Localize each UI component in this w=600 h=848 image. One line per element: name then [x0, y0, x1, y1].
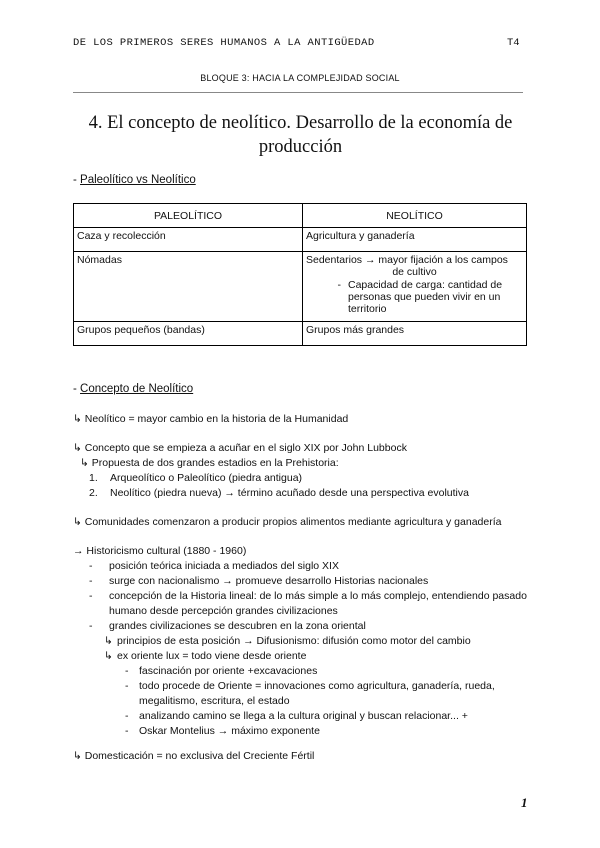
page-title-line-1: 4. El concepto de neolítico. Desarrollo de la economía de: [88, 113, 513, 133]
hook-arrow-icon: ↳: [80, 457, 89, 469]
note-text: Historicismo cultural (1880 - 1960): [86, 545, 247, 557]
list-subsubitem: [89, 724, 529, 739]
list-item-text: grandes civilizaciones se descubren en la zona oriental: [109, 620, 366, 632]
dash-marker: -: [89, 590, 93, 602]
page-number: 1: [521, 795, 528, 810]
list-item: [89, 619, 529, 634]
dash-marker: -: [89, 560, 93, 572]
note-subline: [80, 457, 339, 469]
table-cell: Caza y recolección: [74, 228, 303, 252]
dash-marker: -: [89, 575, 93, 587]
note-text: Propuesta de dos grandes estadios en la Prehistoria:: [91, 457, 339, 469]
list-item-text: analizando camino se llega a la cultura original y buscan relacionar... +: [139, 710, 468, 722]
note-line: [73, 442, 407, 454]
note-text: Concepto que se empieza a acuñar en el siglo XIX por John Lubbock: [84, 442, 407, 454]
section-heading-text: Paleolítico vs Neolítico: [80, 174, 196, 186]
list-item: [89, 589, 529, 619]
table-cell: [303, 252, 527, 322]
note-line: [73, 516, 501, 528]
list-item: [89, 559, 529, 574]
list-subsubitem: [89, 664, 529, 679]
dash-marker: -: [125, 725, 129, 737]
note-line: [73, 750, 314, 762]
section-heading-concept: [73, 383, 193, 395]
dash-marker: -: [125, 665, 129, 677]
hook-arrow-icon: ↳: [73, 516, 82, 528]
table-cell: Grupos pequeños (bandas): [74, 322, 303, 346]
table-row: [74, 252, 527, 322]
note-text: Neolítico = mayor cambio en la historia de la Humanidad: [84, 413, 349, 425]
page-title: [73, 111, 528, 159]
header-divider: [73, 92, 523, 93]
list-subitem: [89, 634, 529, 649]
list-item-text: ex oriente lux = todo viene desde oriente: [117, 650, 307, 662]
list-subsubitem: [89, 679, 529, 709]
section-heading-text: Concepto de Neolítico: [80, 383, 194, 395]
list-item-text: concepción de la Historia lineal: de lo más simple a lo más complejo, entendiendo pasado humano desde percepción grandes civilizaciones: [109, 590, 527, 617]
hook-arrow-icon: ↳: [104, 650, 113, 662]
right-arrow-icon: →: [73, 545, 84, 557]
list-item-text: todo procede de Oriente = innovaciones como agricultura, ganadería, rueda, megalitismo, escritura, el estado: [139, 680, 495, 707]
table-row: [74, 322, 527, 346]
historicism-list: [89, 559, 529, 739]
dash-marker: -: [125, 680, 129, 692]
item-number: 1.: [89, 472, 98, 484]
table-row: [74, 228, 527, 252]
list-subitem: [89, 649, 529, 664]
item-text: Arqueolítico o Paleolítico (piedra antigua): [110, 472, 303, 484]
block-subtitle: BLOQUE 3: HACIA LA COMPLEJIDAD SOCIAL: [200, 73, 400, 83]
list-item-text: surge con nacionalismo → promueve desarrollo Historias nacionales: [109, 575, 429, 587]
table-header-neolitico: NEOLÍTICO: [303, 204, 527, 228]
table-cell: Grupos más grandes: [303, 322, 527, 346]
table-cell: Nómadas: [74, 252, 303, 322]
running-header-code: T4: [507, 37, 520, 49]
list-item-text: posición teórica iniciada a mediados del siglo XIX: [109, 560, 339, 572]
hook-arrow-icon: ↳: [73, 413, 82, 425]
dash-marker: -: [125, 710, 129, 722]
cell-line: de cultivo: [392, 266, 437, 278]
item-number: 2.: [89, 487, 98, 499]
hook-arrow-icon: ↳: [73, 750, 82, 762]
cell-line: Sedentarios → mayor fijación a los campos: [306, 254, 508, 266]
comparison-table: [73, 203, 527, 346]
table-cell: Agricultura y ganadería: [303, 228, 527, 252]
list-item-text: principios de esta posición → Difusionismo: difusión como motor del cambio: [117, 635, 471, 647]
list-subsubitem: [89, 709, 529, 724]
item-text: Neolítico (piedra nueva) → término acuñado desde una perspectiva evolutiva: [110, 487, 469, 499]
list-item-text: Oskar Montelius → máximo exponente: [139, 725, 320, 737]
section-heading-comparison: [73, 174, 196, 186]
dash-marker: -: [337, 279, 341, 291]
note-text: Domesticación = no exclusiva del Creciente Fértil: [84, 750, 315, 762]
section-prefix: -: [73, 383, 81, 395]
dash-marker: -: [89, 620, 93, 632]
table-header-paleolitico: PALEOLÍTICO: [74, 204, 303, 228]
note-text: Comunidades comenzaron a producir propios alimentos mediante agricultura y ganadería: [84, 516, 502, 528]
numbered-item: [89, 487, 469, 499]
list-item: [89, 574, 529, 589]
section-prefix: -: [73, 174, 81, 186]
cell-sub-item: [306, 279, 523, 315]
list-item-text: fascinación por oriente +excavaciones: [139, 665, 318, 677]
note-line: [73, 545, 246, 557]
hook-arrow-icon: ↳: [104, 635, 113, 647]
numbered-item: [89, 472, 302, 484]
page-title-line-2: producción: [258, 137, 343, 157]
note-line: [73, 413, 348, 425]
cell-sub-text: Capacidad de carga: cantidad de personas que pueden vivir en un territorio: [348, 279, 503, 315]
hook-arrow-icon: ↳: [73, 442, 82, 454]
table-header-row: [74, 204, 527, 228]
running-header-title: DE LOS PRIMEROS SERES HUMANOS A LA ANTIGÜEDAD: [73, 37, 375, 49]
